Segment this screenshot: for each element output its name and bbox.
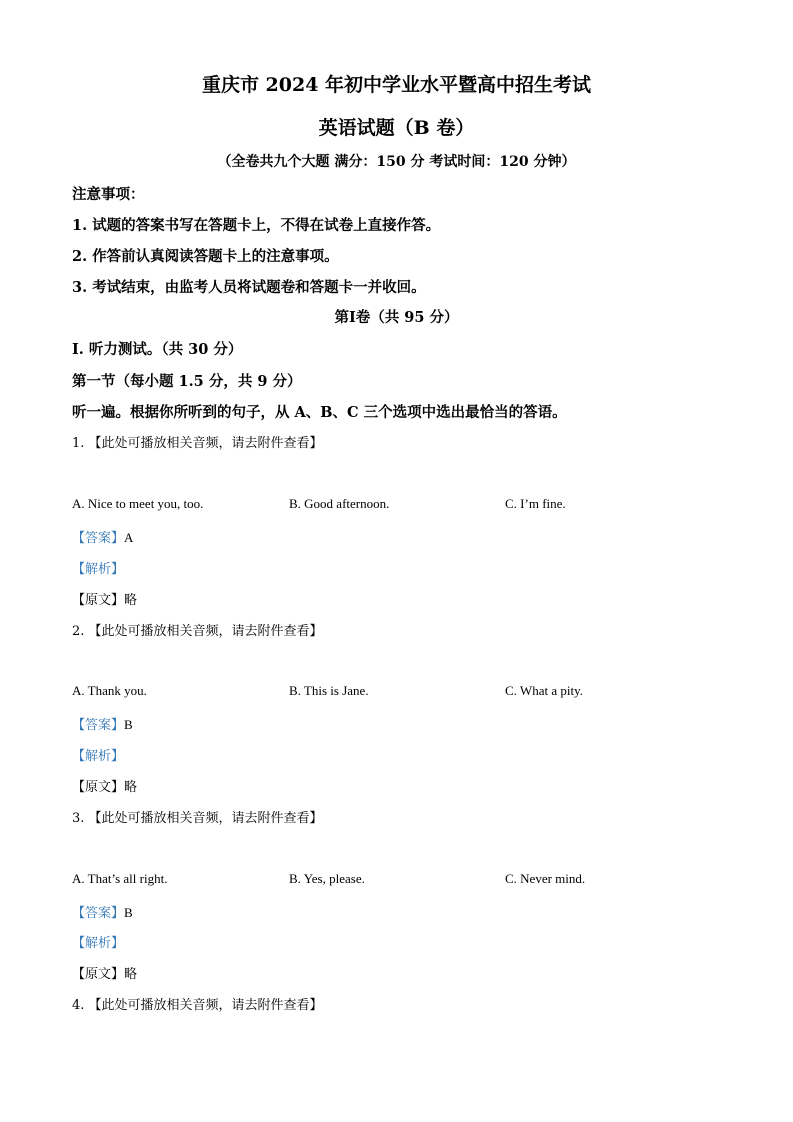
- answer-label: 【答案】: [72, 531, 125, 546]
- question-stem: 4. 【此处可播放相关音频，请去附件查看】: [72, 998, 323, 1013]
- exam-subtitle: 英语试题（B 卷）: [318, 117, 475, 139]
- original-line: [72, 776, 137, 795]
- question-stem: 1. 【此处可播放相关音频，请去附件查看】: [72, 436, 323, 451]
- answer-value: B: [124, 717, 133, 732]
- option-c: C. What a pity.: [505, 683, 583, 698]
- original-value: 略: [124, 593, 138, 608]
- exam-title: 重庆市 2024 年初中学业水平暨高中招生考试: [201, 74, 592, 96]
- instruction: 听一遍。根据你所听到的句子，从 A、B、C 三个选项中选出最恰当的答语。: [72, 404, 567, 421]
- analysis-label: 【解析】: [72, 562, 125, 577]
- analysis-label: 【解析】: [72, 936, 125, 951]
- option-c: C. Never mind.: [505, 871, 586, 886]
- original-value: 略: [124, 780, 138, 795]
- subsection-title: 第一节（每小题 1.5 分，共 9 分）: [72, 373, 302, 390]
- option-a: A. That’s all right.: [72, 871, 168, 886]
- answer-line: [72, 902, 133, 921]
- option-b: B. This is Jane.: [289, 683, 369, 698]
- answer-label: 【答案】: [72, 906, 125, 921]
- analysis-label: 【解析】: [72, 749, 125, 764]
- answer-value: A: [124, 530, 134, 545]
- option-b: B. Good afternoon.: [289, 496, 390, 511]
- section-title: Ⅰ. 听力测试。（共 30 分）: [72, 341, 243, 358]
- answer-line: [72, 527, 133, 546]
- note-item-3: 3. 考试结束，由监考人员将试题卷和答题卡一并收回。: [72, 279, 426, 296]
- question-stem: 2. 【此处可播放相关音频，请去附件查看】: [72, 624, 323, 639]
- option-a: A. Nice to meet you, too.: [72, 496, 204, 511]
- original-label: 【原文】: [72, 780, 125, 795]
- note-item-1: 1. 试题的答案书写在答题卡上，不得在试卷上直接作答。: [72, 217, 441, 234]
- notes-heading: 注意事项：: [72, 186, 145, 203]
- question-stem: 3. 【此处可播放相关音频，请去附件查看】: [72, 811, 323, 826]
- option-a: A. Thank you.: [72, 683, 147, 698]
- note-item-2: 2. 作答前认真阅读答题卡上的注意事项。: [72, 248, 339, 265]
- option-c: C. I’m fine.: [505, 496, 566, 511]
- original-value: 略: [124, 967, 138, 982]
- answer-label: 【答案】: [72, 718, 125, 733]
- original-line: [72, 963, 137, 982]
- exam-info: （全卷共九个大题 满分：150 分 考试时间：120 分钟）: [217, 154, 576, 170]
- original-line: [72, 589, 137, 608]
- answer-line: [72, 714, 133, 733]
- option-b: B. Yes, please.: [289, 871, 365, 886]
- original-label: 【原文】: [72, 593, 125, 608]
- answer-value: B: [124, 905, 133, 920]
- part-title: 第Ⅰ卷（共 95 分）: [334, 309, 459, 326]
- original-label: 【原文】: [72, 967, 125, 982]
